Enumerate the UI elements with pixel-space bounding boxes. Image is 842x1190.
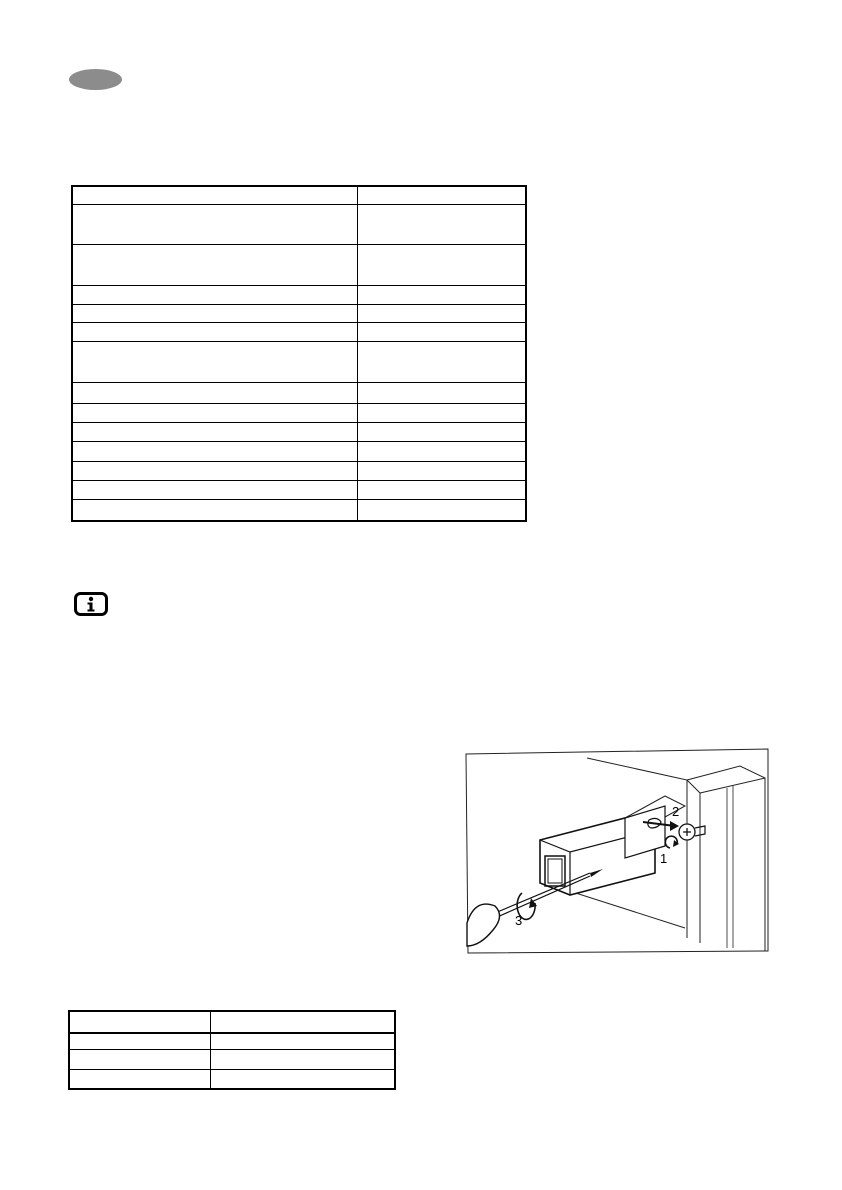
- table-row: [72, 500, 526, 521]
- info-icon: [74, 592, 108, 616]
- table-cell: [72, 286, 358, 304]
- table-row: [72, 383, 526, 404]
- table-row: [72, 404, 526, 422]
- table-cell: [211, 1050, 396, 1070]
- table-cell: [72, 383, 358, 404]
- table-cell: [358, 500, 527, 521]
- table-cell: [211, 1033, 396, 1050]
- table-cell: [358, 404, 527, 422]
- table-cell: [211, 1011, 396, 1033]
- table-row: [69, 1050, 395, 1070]
- step-2-label: 2: [672, 804, 680, 819]
- table-cell: [72, 404, 358, 422]
- table-cell: [72, 461, 358, 480]
- table-row: [69, 1033, 395, 1050]
- table-row: [72, 322, 526, 341]
- table-cell: [358, 422, 527, 441]
- table-row: [69, 1011, 395, 1033]
- table-row: [72, 341, 526, 382]
- table-cell: [69, 1011, 211, 1033]
- table-cell: [358, 461, 527, 480]
- table-cell: [72, 441, 358, 461]
- table-cell: [358, 204, 527, 244]
- table-row: [72, 481, 526, 500]
- table-row: [72, 286, 526, 304]
- table-cell: [72, 481, 358, 500]
- table-cell: [358, 245, 527, 286]
- step-3-label: 3: [515, 913, 523, 928]
- table-cell: [72, 341, 358, 382]
- table-cell: [358, 304, 527, 322]
- table-cell: [358, 186, 527, 204]
- specification-table: [71, 185, 527, 522]
- table-cell: [69, 1050, 211, 1070]
- table-cell: [72, 204, 358, 244]
- table-row: [72, 186, 526, 204]
- step-1-label: 1: [660, 851, 668, 866]
- table-row: [69, 1069, 395, 1089]
- table-cell: [358, 383, 527, 404]
- table-cell: [72, 322, 358, 341]
- table-cell: [72, 304, 358, 322]
- table-cell: [358, 481, 527, 500]
- table-cell: [72, 500, 358, 521]
- table-row: [72, 245, 526, 286]
- table-row: [72, 422, 526, 441]
- table-row: [72, 304, 526, 322]
- language-badge: [69, 69, 122, 90]
- table-cell: [358, 341, 527, 382]
- table-cell: [358, 441, 527, 461]
- table-cell: [211, 1069, 396, 1089]
- table-row: [72, 204, 526, 244]
- door-handle-removal-illustration: [465, 748, 769, 954]
- table-cell: [72, 422, 358, 441]
- table-cell: [72, 186, 358, 204]
- small-table: [68, 1010, 396, 1090]
- table-cell: [358, 286, 527, 304]
- table-cell: [72, 245, 358, 286]
- table-cell: [69, 1069, 211, 1089]
- table-cell: [358, 322, 527, 341]
- table-row: [72, 461, 526, 480]
- table-row: [72, 441, 526, 461]
- table-cell: [69, 1033, 211, 1050]
